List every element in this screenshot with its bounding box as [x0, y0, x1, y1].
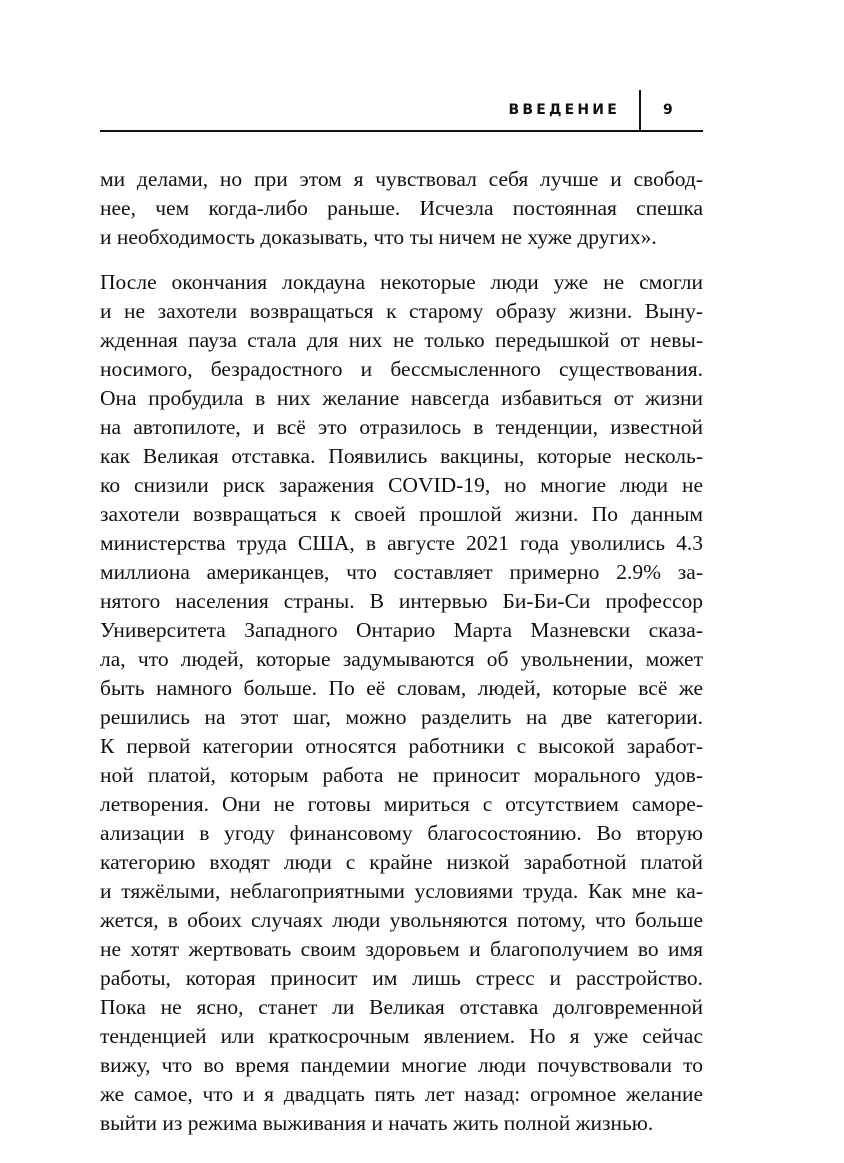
- text-line: ми делами, но при этом я чувствовал себя лучше и свобод-: [100, 167, 703, 191]
- text-line: вижу, что во время пандемии многие люди почувствовали то: [100, 1053, 703, 1077]
- text-line: и необходимость доказывать, что ты ничем не хуже других».: [100, 225, 657, 249]
- header-divider: [639, 90, 641, 130]
- text-line: миллиона американцев, что составляет примерно 2.9% за-: [100, 560, 703, 584]
- text-line: ной платой, которым работа не приносит морального удов-: [100, 763, 703, 787]
- text-line: и тяжёлыми, неблагоприятными условиями труда. Как мне ка-: [100, 879, 703, 903]
- text-line: как Великая отставка. Появились вакцины, которые несколь-: [100, 444, 703, 468]
- text-line: же самое, что и я двадцать пять лет назад: огромное желание: [100, 1082, 703, 1106]
- text-line: После окончания локдауна некоторые люди уже не смогли: [100, 270, 703, 294]
- text-line: не хотят жертвовать своим здоровьем и благополучием во имя: [100, 937, 703, 961]
- text-line: Она пробудила в них желание навсегда избавиться от жизни: [100, 386, 703, 410]
- text-line: носимого, безрадостного и бессмысленного существования.: [100, 357, 703, 381]
- text-line: летворения. Они не готовы мириться с отсутствием саморе-: [100, 792, 703, 816]
- section-title: ВВЕДЕНИЕ: [508, 102, 620, 118]
- text-line: нее, чем когда-либо раньше. Исчезла постоянная спешка: [100, 196, 703, 220]
- text-line: К первой категории относятся работники с высокой заработ-: [100, 734, 703, 758]
- text-line: выйти из режима выживания и начать жить полной жизнью.: [100, 1111, 654, 1135]
- text-line: министерства труда США, в августе 2021 года уволились 4.3: [100, 531, 703, 555]
- paragraph-continued: [100, 165, 703, 252]
- running-head: [100, 90, 703, 132]
- text-line: жденная пауза стала для них не только передышкой от невы-: [100, 328, 703, 352]
- text-line: решились на этот шаг, можно разделить на две категории.: [100, 705, 703, 729]
- text-line: ко снизили риск заражения COVID-19, но многие люди не: [100, 473, 703, 497]
- text-line: быть намного больше. По её словам, людей, которые всё же: [100, 676, 703, 700]
- text-line: жется, в обоих случаях люди увольняются потому, что больше: [100, 908, 703, 932]
- page-number: 9: [663, 102, 673, 118]
- text-line: работы, которая приносит им лишь стресс и расстройство.: [100, 966, 703, 990]
- text-line: на автопилоте, и всё это отразилось в тенденции, известной: [100, 415, 703, 439]
- paragraph-great-resignation: [100, 268, 703, 1138]
- text-line: ализации в угоду финансовому благосостоянию. Во вторую: [100, 821, 703, 845]
- text-line: ла, что людей, которые задумываются об увольнении, может: [100, 647, 703, 671]
- text-line: Университета Западного Онтарио Марта Мазневски сказа-: [100, 618, 703, 642]
- text-line: категорию входят люди с крайне низкой заработной платой: [100, 850, 703, 874]
- text-line: захотели возвращаться к своей прошлой жизни. По данным: [100, 502, 703, 526]
- text-line: Пока не ясно, станет ли Великая отставка долговременной: [100, 995, 703, 1019]
- text-line: и не захотели возвращаться к старому образу жизни. Выну-: [100, 299, 703, 323]
- text-line: нятого населения страны. В интервью Би-Би-Си профессор: [100, 589, 703, 613]
- text-line: тенденцией или краткосрочным явлением. Но я уже сейчас: [100, 1024, 703, 1048]
